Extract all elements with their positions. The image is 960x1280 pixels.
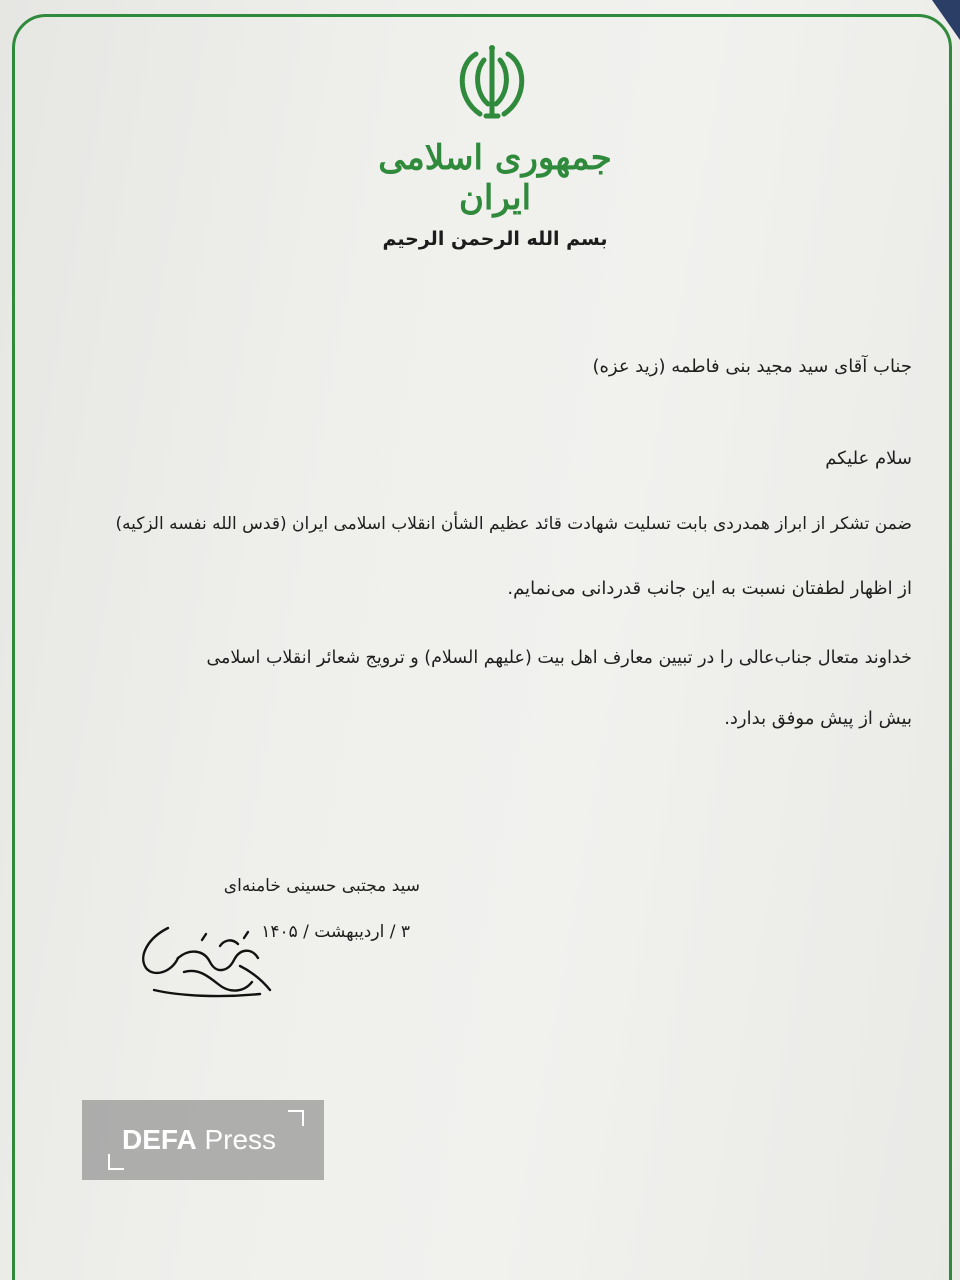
body-line-1: ضمن تشکر از ابراز همدردی بابت تسلیت شهادت قائد عظیم الشأن انقلاب اسلامی ایران (قدس الله نفسه الزکیه) <box>115 514 912 534</box>
watermark-corner-bottom <box>108 1154 124 1170</box>
body-line-3: خداوند متعال جناب‌عالی را در تبیین معارف اهل بیت (علیهم السلام) و ترویج شعائر انقلاب اسلامی <box>206 648 912 668</box>
body-line-4: بیش از پیش موفق بدارد. <box>724 708 912 729</box>
country-name: جمهوری اسلامی ایران <box>378 138 612 218</box>
signatory-name: سید مجتبی حسینی خامنه‌ای <box>223 876 420 896</box>
watermark-text <box>122 1124 276 1156</box>
basmala: بسم الله الرحمن الرحیم <box>382 228 608 250</box>
watermark-brand-regular: Press <box>196 1124 277 1155</box>
body-line-2: از اظهار لطفتان نسبت به این جانب قدردانی می‌نمایم. <box>507 578 912 599</box>
handwritten-signature <box>120 910 290 1020</box>
iran-emblem-icon <box>446 42 538 122</box>
watermark-corner-top <box>288 1110 304 1126</box>
defa-press-watermark <box>82 1100 324 1180</box>
watermark-brand-bold: DEFA <box>122 1124 197 1155</box>
recipient-line: جناب آقای سید مجید بنی فاطمه (زید عزه) <box>592 356 912 377</box>
letter-date: ۳ / اردیبهشت / ۱۴۰۵ <box>261 922 410 942</box>
greeting-line: سلام علیکم <box>825 448 912 469</box>
